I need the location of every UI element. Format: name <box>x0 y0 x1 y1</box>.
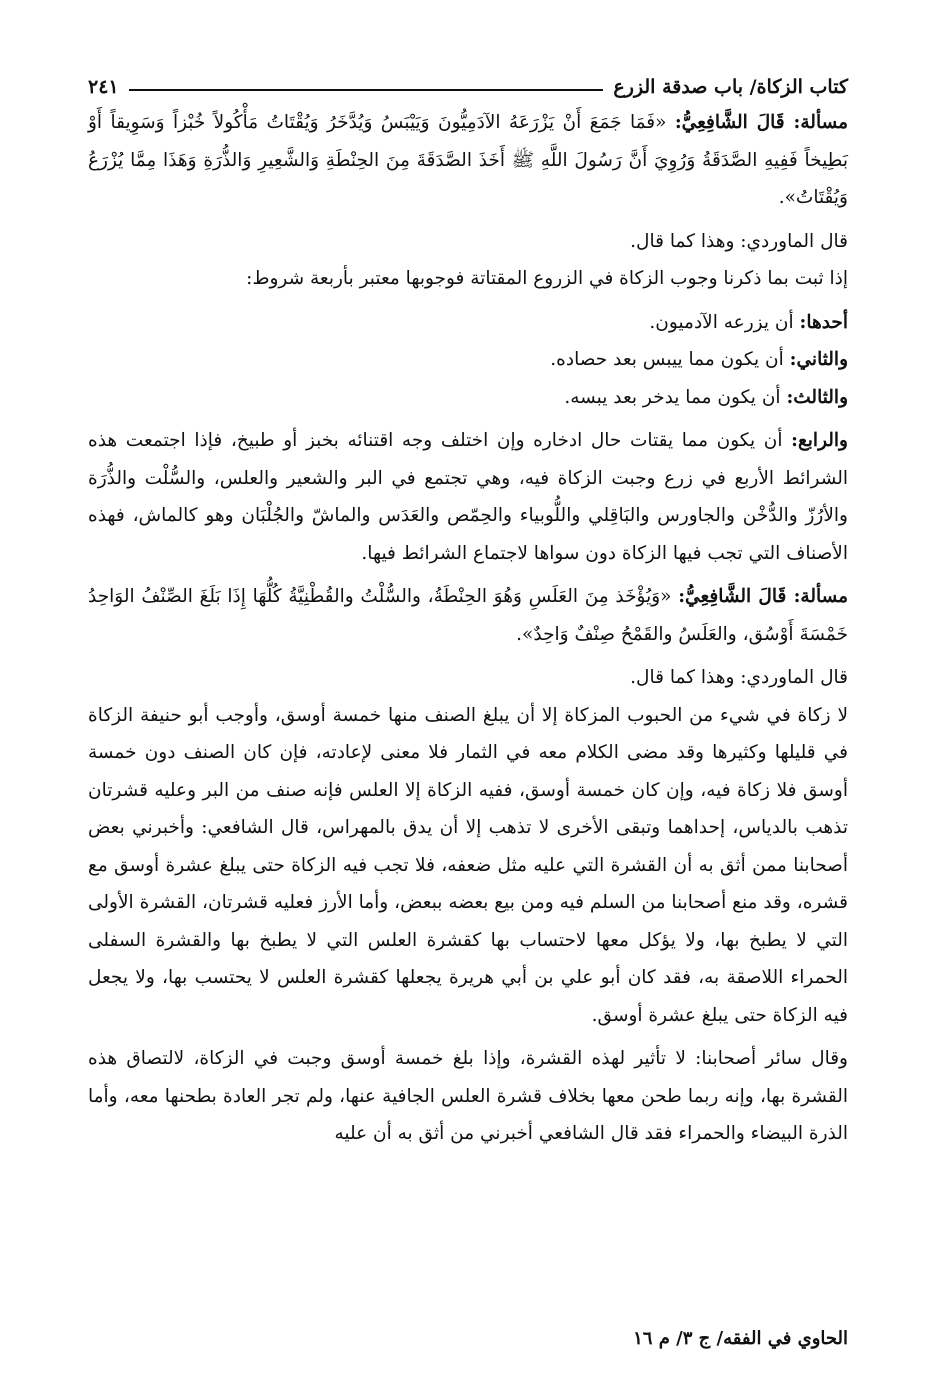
paragraph-text: أن يكون مما ييبس بعد حصاده. <box>550 349 790 370</box>
paragraph-text: قال الماوردي: وهذا كما قال. <box>630 667 848 688</box>
paragraph-text: لا زكاة في شيء من الحبوب المزكاة إلا أن يبلغ الصنف منها خمسة أوسق، وأوجب أبو حنيفة الزكاة في قليلها وكثيرها وقد مضى الكلام معه في الثمار فلا معنى لإعادته، فإن كان الصنف دون خمسة أوسق فلا زكاة فيه، وإن كان خمسة أوسق، ففيه الزكاة إلا العلس فإنه صنف من البر وعليه قشرتان تذهب بالدياس، إحداهما وتبقى الأخرى لا تذهب إلا أن يدق بالمهراس، قال الشافعي: وأخبرني بعض أصحابنا ممن أثق به أن القشرة التي عليه مثل ضعفه، فلا تجب فيه الزكاة حتى يبلغ عشرة أوسق مع قشره، وقد منع أصحابنا من السلم فيه ومن بيع بعضه ببعض، وأما الأرز فعليه قشرتان، القشرة الأولى التي لا يطبخ بها، ولا يؤكل معها لاحتساب بها كقشرة العلس التي لا يطبخ بها والقشرة السفلى الحمراء اللاصقة به، فقد كان أبو علي بن أبي هريرة يجعلها كقشرة العلس لا يحتسب بها، ولا يجعل فيه الزكاة حتى يبلغ عشرة أوسق. <box>88 704 848 1026</box>
paragraph-text: إذا ثبت بما ذكرنا وجوب الزكاة في الزروع المقتاتة فوجوبها معتبر بأربعة شروط: <box>246 268 848 289</box>
paragraph-text: «وَيُؤْخَذ مِنَ العَلَسِ وَهُوَ الحِنْطَةُ، والسُّلْتُ والقُطْنِيَّةُ كُلُّهَا إِذَا بَلَغَ الصِّنْفُ الوَاحِدُ خَمْسَةَ أَوْسُق، والعَلَسُ والقَمْحُ صِنْفٌ وَاحِدٌ». <box>88 586 848 645</box>
paragraph-lead: مسألة: قَالَ الشَّافِعِيُّ: <box>678 586 849 607</box>
paragraph-lead: مسألة: قَالَ الشَّافِعِيُّ: <box>674 112 848 133</box>
body-text <box>88 104 848 1153</box>
paragraph-4 <box>88 304 848 342</box>
header-title: كتاب الزكاة/ باب صدقة الزرع <box>613 76 848 98</box>
paragraph-10 <box>88 697 848 1035</box>
paragraph-3 <box>88 260 848 298</box>
paragraph-11 <box>88 1040 848 1153</box>
paragraph-text: أن يكون مما يدخر بعد يبسه. <box>564 386 787 408</box>
paragraph-text: قال الماوردي: وهذا كما قال. <box>630 230 848 252</box>
paragraph-lead: أحدها: <box>799 311 848 333</box>
paragraph-6 <box>88 379 848 417</box>
running-header <box>88 60 848 98</box>
paragraph-7 <box>88 422 848 572</box>
paragraph-5 <box>88 341 848 379</box>
paragraph-8 <box>88 578 848 653</box>
paragraph-text: أن يكون مما يقتات حال ادخاره وإن اختلف وجه اقتنائه بخبز أو طبيخ، فإذا اجتمعت هذه الشرائط الأربع في زرع وجبت الزكاة فيه، وهي تجتمع في البر والشعير والعلس، والسُّلْت والذُّرَة والأرُزّ والدُّخْن والجاورس والبَاقِلي واللُّوبياء والحِمّص والعَدَس والماشّ والجُلْبَان وهو كالماش، فهذه الأصناف التي تجب فيها الزكاة دون سواها لاجتماع الشرائط فيها. <box>88 430 848 564</box>
paragraph-lead: والرابع: <box>791 430 848 451</box>
page <box>88 60 848 1153</box>
paragraph-text: أن يزرعه الآدميون. <box>649 311 800 333</box>
page-number: ٢٤١ <box>88 76 119 98</box>
paragraph-9 <box>88 659 848 697</box>
paragraph-lead: والثالث: <box>786 386 848 408</box>
paragraph-1 <box>88 104 848 217</box>
header-rule <box>129 89 604 91</box>
paragraph-2 <box>88 223 848 261</box>
footer-text: الحاوي في الفقه/ ج ٣/ م ١٦ <box>633 1328 848 1349</box>
paragraph-lead: والثاني: <box>789 349 848 370</box>
paragraph-text: وقال سائر أصحابنا: لا تأثير لهذه القشرة، وإذا بلغ خمسة أوسق وجبت في الزكاة، لالتصاق هذه القشرة بها، وإنه ربما طحن معها بخلاف قشرة العلس الجافية عنها، ولم تجر العادة بطحنها معه، وأما الذرة البيضاء والحمراء فقد قال الشافعي أخبرني من أثق به أن عليه <box>88 1048 848 1144</box>
page-footer <box>88 1328 848 1349</box>
paragraph-text: «فَمَا جَمَعَ أَنْ يَزْرَعَهُ الآدَمِيُّونَ وَيَيْبَسُ وَيُدَّخَرُ وَيُقْتَاتُ مَأْكُولاً خُبْزاً وَسَوِيقاً أَوْ بَطِيخاً فَفِيهِ الصَّدَقَةُ وَرُوِيَ أَنَّ رَسُولَ اللَّهِ ﷺ أَخَذَ الصَّدَقَةَ مِنَ الحِنْطَةِ وَالشَّعِيرِ وَالذُّرَةِ وَهَذَا مِمَّا يُزْرَعُ وَيُقْتَاتُ». <box>88 112 848 208</box>
